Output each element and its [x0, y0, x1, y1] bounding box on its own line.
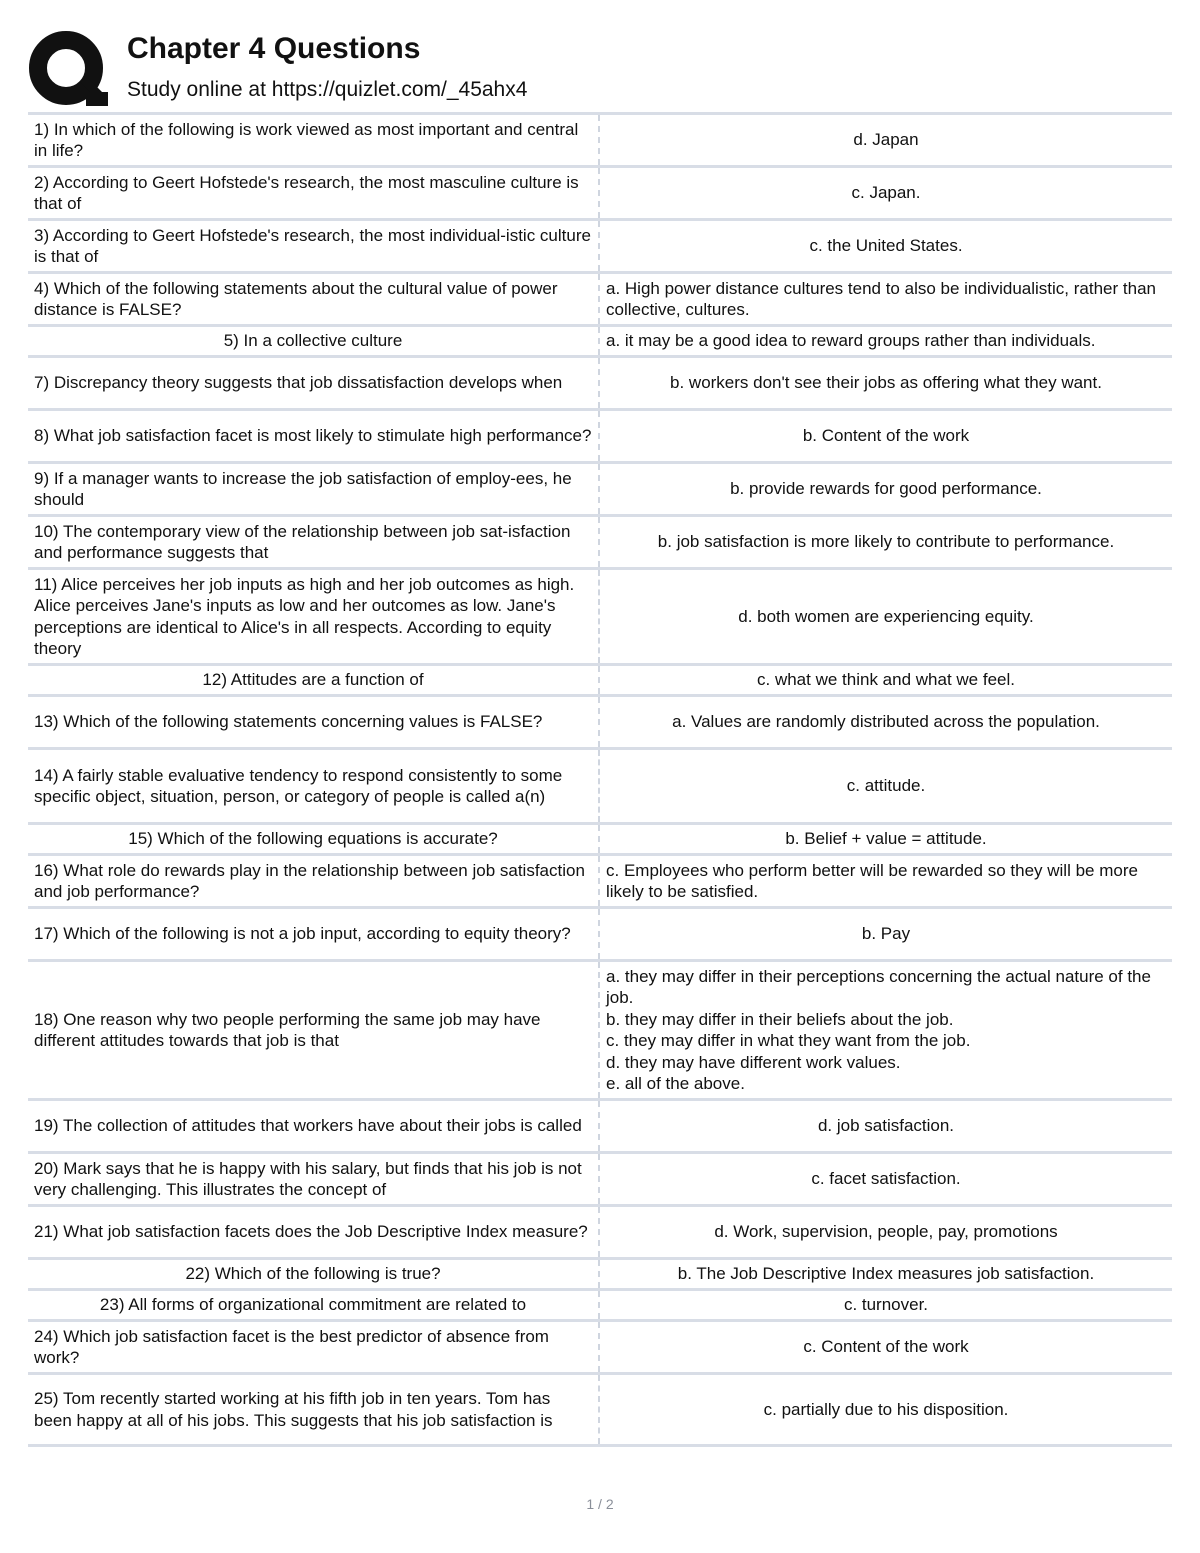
answer-cell	[600, 826, 1172, 852]
table-row	[28, 822, 1172, 853]
table-row	[28, 218, 1172, 271]
answer-text: a. it may be a good idea to reward groups rather than individuals.	[606, 331, 1096, 351]
answer-cell	[600, 1113, 1172, 1139]
answer-text: c. what we think and what we feel.	[757, 670, 1015, 690]
page-number: 1 / 2	[586, 1496, 614, 1512]
answer-text: d. job satisfaction.	[817, 1116, 955, 1136]
answer-cell	[600, 370, 1172, 396]
question-text: 9) If a manager wants to increase the job satisfaction of employ-ees, he should	[34, 468, 572, 509]
table-row	[28, 959, 1172, 1098]
question-cell	[28, 1207, 600, 1257]
answer-cell	[600, 921, 1172, 947]
question-text: 1) In which of the following is work viewed as most important and central in life?	[34, 119, 579, 160]
question-text: 14) A fairly stable evaluative tendency to respond consistently to some specific object, situation, person, or category of people is called a(n)	[34, 765, 563, 806]
table-row	[28, 747, 1172, 822]
answer-cell	[600, 858, 1172, 905]
study-online-link[interactable]: Study online at https://quizlet.com/_45ahx4	[127, 78, 528, 101]
table-row	[28, 408, 1172, 461]
question-text: 19) The collection of attitudes that workers have about their jobs is called	[34, 1116, 582, 1136]
question-cell	[28, 411, 600, 461]
table-row	[28, 324, 1172, 355]
question-cell	[28, 221, 600, 271]
answer-cell	[600, 1397, 1172, 1423]
question-cell	[28, 962, 600, 1098]
answer-cell	[600, 1166, 1172, 1192]
question-cell	[28, 1154, 600, 1204]
answer-cell	[600, 328, 1172, 354]
question-text: 25) Tom recently started working at his fifth job in ten years. Tom has been happy at all of his jobs. This suggests that his job satisfaction is	[34, 1389, 553, 1430]
question-cell	[28, 1322, 600, 1372]
table-row	[28, 1257, 1172, 1288]
question-text: 5) In a collective culture	[223, 331, 403, 351]
answer-text: b. job satisfaction is more likely to contribute to performance.	[657, 532, 1115, 552]
answer-cell	[600, 1219, 1172, 1245]
question-text: 3) According to Geert Hofstede's research, the most individual-istic culture is that of	[34, 225, 591, 266]
question-text: 21) What job satisfaction facets does the Job Descriptive Index measure?	[34, 1222, 588, 1242]
question-cell	[28, 168, 600, 218]
question-text: 12) Attitudes are a function of	[202, 670, 424, 690]
table-row	[28, 165, 1172, 218]
answer-text: b. provide rewards for good performance.	[730, 479, 1042, 499]
table-row	[28, 461, 1172, 514]
answer-cell	[600, 529, 1172, 555]
answer-cell	[600, 773, 1172, 799]
answer-text: c. Japan.	[851, 183, 921, 203]
question-cell	[28, 570, 600, 663]
answer-text: b. Content of the work	[802, 426, 970, 446]
quizlet-logo-icon	[28, 30, 108, 110]
answer-text: c. facet satisfaction.	[811, 1169, 961, 1189]
question-cell	[28, 697, 600, 747]
question-answer-table	[28, 112, 1172, 1447]
answer-text: c. turnover.	[843, 1295, 929, 1315]
answer-text: c. attitude.	[846, 776, 926, 796]
page-title: Chapter 4 Questions	[127, 32, 421, 65]
question-cell	[28, 1260, 600, 1288]
table-row	[28, 1098, 1172, 1151]
answer-cell	[600, 667, 1172, 693]
question-text: 18) One reason why two people performing the same job may have different attitudes towards that job is that	[34, 1009, 541, 1050]
question-text: 8) What job satisfaction facet is most likely to stimulate high performance?	[34, 426, 592, 446]
table-row	[28, 663, 1172, 694]
table-row	[28, 906, 1172, 959]
answer-cell	[600, 709, 1172, 735]
answer-text: c. the United States.	[809, 236, 963, 256]
question-cell	[28, 825, 600, 853]
table-row	[28, 1288, 1172, 1319]
answer-text: c. Content of the work	[803, 1337, 969, 1357]
question-cell	[28, 856, 600, 906]
answer-text: d. Work, supervision, people, pay, promotions	[714, 1222, 1058, 1242]
question-text: 20) Mark says that he is happy with his salary, but finds that his job is not very challenging. This illustrates the concept of	[34, 1158, 582, 1199]
question-cell	[28, 517, 600, 567]
table-row	[28, 1151, 1172, 1204]
question-cell	[28, 1101, 600, 1151]
answer-text: a. they may differ in their perceptions concerning the actual nature of the job. b. they may differ in their beliefs about the job. c. they may differ in what they want from the job. d. they may have different work values. e. all of the above.	[606, 966, 1151, 1093]
question-text: 22) Which of the following is true?	[185, 1264, 441, 1284]
answer-text: d. both women are experiencing equity.	[738, 606, 1034, 626]
question-cell	[28, 358, 600, 408]
answer-text: b. The Job Descriptive Index measures job satisfaction.	[677, 1264, 1095, 1284]
answer-text: c. Employees who perform better will be rewarded so they will be more likely to be satisfied.	[606, 860, 1138, 901]
question-cell	[28, 327, 600, 355]
answer-cell	[600, 604, 1172, 630]
question-text: 17) Which of the following is not a job input, according to equity theory?	[34, 924, 571, 944]
question-text: 7) Discrepancy theory suggests that job dissatisfaction develops when	[34, 373, 563, 393]
table-row	[28, 271, 1172, 324]
answer-text: a. Values are randomly distributed across the population.	[672, 712, 1100, 732]
answer-text: d. Japan	[853, 130, 919, 150]
answer-cell	[600, 127, 1172, 153]
table-row	[28, 1319, 1172, 1372]
table-row	[28, 514, 1172, 567]
answer-cell	[600, 1292, 1172, 1318]
question-cell	[28, 1375, 600, 1444]
answer-cell	[600, 964, 1172, 1097]
answer-cell	[600, 1334, 1172, 1360]
question-text: 4) Which of the following statements about the cultural value of power distance is FALSE?	[34, 278, 558, 319]
table-row	[28, 1372, 1172, 1447]
answer-cell	[600, 476, 1172, 502]
question-text: 16) What role do rewards play in the relationship between job satisfaction and job performance?	[34, 860, 585, 901]
question-cell	[28, 909, 600, 959]
answer-text: b. Belief + value = attitude.	[785, 829, 987, 849]
question-text: 24) Which job satisfaction facet is the best predictor of absence from work?	[34, 1326, 549, 1367]
question-text: 13) Which of the following statements concerning values is FALSE?	[34, 712, 543, 732]
question-cell	[28, 666, 600, 694]
question-cell	[28, 274, 600, 324]
answer-cell	[600, 180, 1172, 206]
table-row	[28, 567, 1172, 663]
question-text: 23) All forms of organizational commitment are related to	[99, 1295, 527, 1315]
page-header	[28, 26, 1178, 110]
question-cell	[28, 750, 600, 822]
table-row	[28, 694, 1172, 747]
question-text: 11) Alice perceives her job inputs as high and her job outcomes as high. Alice perceives Jane's inputs as low and her outcomes as low. Jane's perceptions are identical to Alice's in all respects. According to equity theory	[34, 574, 575, 658]
answer-text: b. workers don't see their jobs as offering what they want.	[670, 373, 1102, 393]
table-row	[28, 355, 1172, 408]
table-row	[28, 1204, 1172, 1257]
question-cell	[28, 464, 600, 514]
question-text: 2) According to Geert Hofstede's research, the most masculine culture is that of	[34, 172, 579, 213]
question-text: 15) Which of the following equations is accurate?	[128, 829, 498, 849]
question-cell	[28, 115, 600, 165]
answer-cell	[600, 1261, 1172, 1287]
question-text: 10) The contemporary view of the relationship between job sat-isfaction and performance suggests that	[34, 521, 571, 562]
table-row	[28, 853, 1172, 906]
answer-text: b. Pay	[861, 924, 911, 944]
answer-cell	[600, 276, 1172, 323]
answer-cell	[600, 233, 1172, 259]
answer-cell	[600, 423, 1172, 449]
question-cell	[28, 1291, 600, 1319]
answer-text: a. High power distance cultures tend to also be individualistic, rather than collective, cultures.	[606, 278, 1156, 319]
answer-text: c. partially due to his disposition.	[763, 1399, 1009, 1419]
table-row	[28, 112, 1172, 165]
